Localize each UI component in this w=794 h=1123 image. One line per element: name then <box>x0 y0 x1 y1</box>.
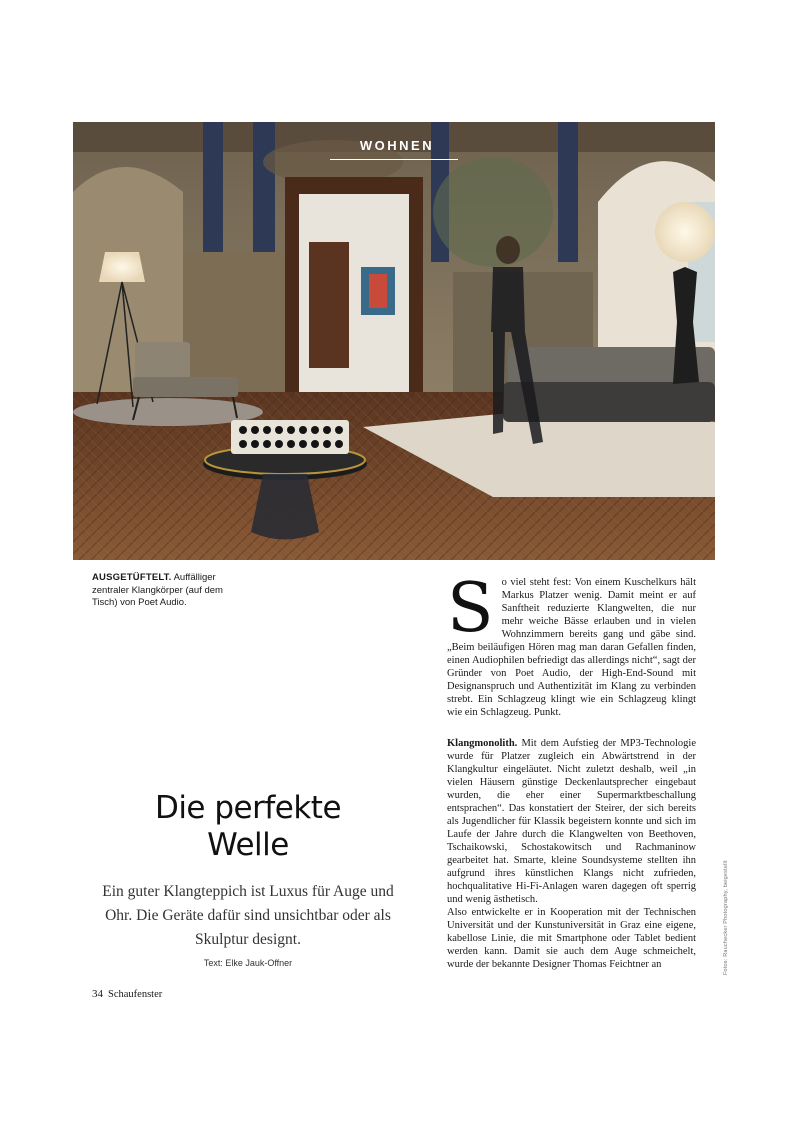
photo-caption <box>92 572 242 610</box>
body-column-main <box>447 737 696 971</box>
section-underline <box>330 159 458 160</box>
caption-lead: AUSGETÜFTELT. <box>92 572 172 583</box>
page-number: 34 <box>92 988 103 1000</box>
title-line-1: Die perfekte <box>154 790 342 826</box>
article-title <box>92 790 404 864</box>
paragraph-3: Also entwickelte er in Kooperation mit der Technischen Universität und der Kunstuniversität in Graz eine eigene, kabellose Linie, die mit Smartphone oder Tablet bedient werden kann. Damit sie auch dem Auge schmeichelt, wurde der bekannte Designer Thomas Feichtner an <box>447 907 696 970</box>
page-footer <box>92 988 162 1000</box>
paragraph-2-text: Mit dem Aufstieg der MP3-Technologie wurde für Platzer zugleich ein Abwärtstrend in der Klangkultur eingeläutet. Nicht zuletzt deshalb, weil „in vielen Häusern günstige Deckenlautsprecher eingebaut wurden, die eher einer Supermarktbeschallung entsprachen“. Das konstatiert der Steirer, der sich bereits als Jugendlicher für Klassik begeistern konnte und sich im Laufe der Jahre durch die Klangwelten von Beethoven, Tschaikowski, Schostakowitsch und Rachmaninow gearbeitet hat. Smarte, kleine Soundsysteme stellten ihn aufgrund ihres künstlichen Klangs nicht zufrieden, hochqualitative Hi-Fi-Anlagen waren dagegen oft sperrig und wenig ästhetisch. <box>447 738 696 905</box>
article-byline: Text: Elke Jauk-Offner <box>203 958 293 968</box>
caption-text: Auffälliger zentraler Klangkörper (auf dem Tisch) von Poet Audio. <box>92 572 223 608</box>
hero-photo <box>73 122 715 560</box>
section-label: WOHNEN <box>359 138 435 153</box>
living-room-illustration <box>73 122 715 560</box>
run-in-heading: Klangmonolith. <box>447 738 518 749</box>
paragraph-1: o viel steht fest: Von einem Kuschelkurs hält Markus Platzer wenig. Damit meint er auf Sanftheit reduzierte Klangwelten, die nur mehr weiche Bässe erlauben und in vielen Wohnzimmern bereits gang und gäbe sind. „Beim beiläufigen Hören mag man daran Gefallen finden, einen Audiophilen befriedigt das allerdings nicht“, sagt der Gründer von Poet Audio, der High-End-Sound mit Designanspruch und Authentizität im Klang zu verbinden strebt. Ein Schlagzeug klingt wie ein Schlagzeug klingt wie ein Schlagzeug. Punkt. <box>447 577 696 718</box>
body-column-intro <box>447 569 696 719</box>
drop-cap: S <box>447 569 494 648</box>
magazine-name: Schaufenster <box>108 989 163 1000</box>
article-subtitle: Ein guter Klangteppich ist Luxus für Auge und Ohr. Die Geräte dafür sind unsichtbar oder als Skulptur designt. <box>102 883 394 948</box>
photo-credit: Fotos: Rauchecker Photography, beigestellt <box>723 860 729 975</box>
paragraph-2 <box>447 737 696 906</box>
title-line-2: Welle <box>207 827 289 863</box>
